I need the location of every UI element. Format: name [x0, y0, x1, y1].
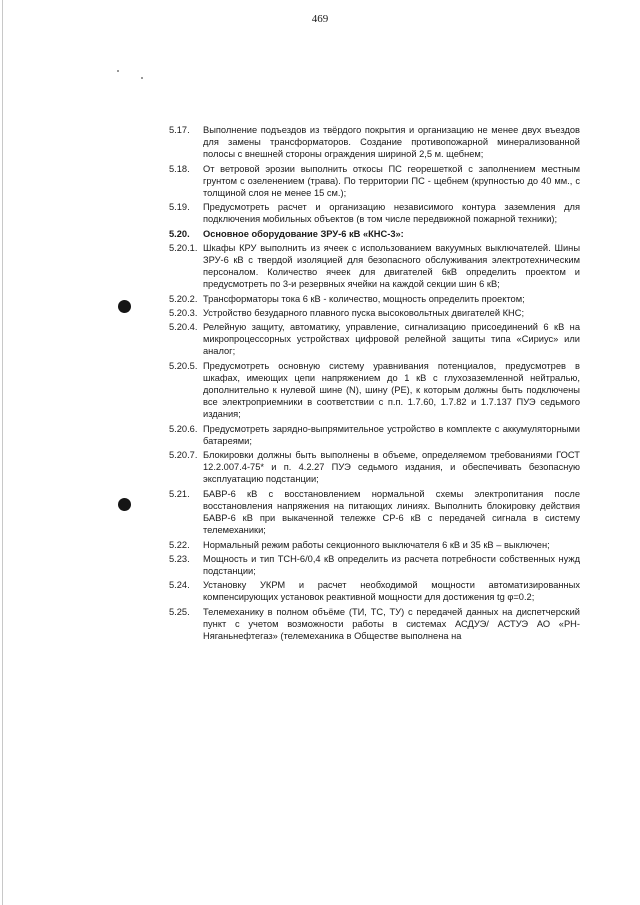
clause-number: 5.21.	[169, 488, 190, 499]
clause-item	[169, 579, 580, 603]
clause-item	[169, 228, 580, 240]
clause-item	[169, 307, 580, 319]
clause-number: 5.19.	[169, 202, 190, 213]
clause-number: 5.20.4.	[169, 322, 198, 333]
clause-item	[169, 321, 580, 358]
clause-text: Блокировки должны быть выполнены в объеме, определяемом требованиями ГОСТ 12.2.007.4-75* и п. 4.2.27 ПУЭ седьмого издания, и обеспечивать безопасную эксплуатацию подстанции;	[203, 450, 580, 485]
clause-item	[169, 606, 580, 643]
clause-number: 5.20.2.	[169, 293, 198, 304]
clause-number: 5.22.	[169, 539, 190, 550]
clause-number: 5.17.	[169, 125, 190, 135]
scan-speck	[141, 77, 143, 79]
clause-text: Предусмотреть расчет и организацию независимого контура заземления для подключения мобильных объектов (в том числе передвижной пожарной техники);	[203, 202, 580, 225]
clause-number: 5.24.	[169, 580, 190, 591]
scan-speck	[117, 70, 119, 72]
clause-item	[169, 293, 580, 305]
clause-item	[169, 539, 580, 551]
document-body	[169, 124, 580, 644]
clause-item	[169, 360, 580, 421]
clause-item	[169, 124, 580, 161]
clause-item	[169, 423, 580, 447]
clause-text: Телемеханику в полном объёме (ТИ, ТС, ТУ) с передачей данных на диспетчерский пункт с учетом возможности работы в системах АСДУЭ/ АСТУЭ АО «РН-Няганьнефтегаз» (телемеханика в Обществе выполнена на	[203, 606, 580, 641]
clause-text: БАВР-6 кВ с восстановлением нормальной схемы электропитания после восстановления напряжения на питающих линиях. Выполнить блокировку действия БАВР-6 кВ при выкаченной тележке СР-6 кВ с передачей сигнала в систему телемеханики;	[203, 488, 580, 536]
clause-text: Мощность и тип ТСН-6/0,4 кВ определить из расчета потребности собственных нужд подстанции;	[203, 553, 580, 576]
page-number: 469	[311, 13, 329, 25]
clause-text: Трансформаторы тока 6 кВ - количество, мощность определить проектом;	[203, 293, 525, 304]
clause-text: Предусмотреть зарядно-выпрямительное устройство в комплекте с аккумуляторными батареями;	[203, 423, 580, 446]
clause-text: Установку УКРМ и расчет необходимой мощности автоматизированных компенсирующих установок реактивной мощности для достижения tg φ=0.2;	[203, 580, 580, 603]
clause-number: 5.20.5.	[169, 360, 198, 371]
clause-number: 5.25.	[169, 606, 190, 617]
clause-text: Выполнение подъездов из твёрдого покрытия и организацию не менее двух въездов для замены трансформаторов. Создание противопожарной минерализованной полосы с внешней стороны ограждения шириной 2,5 м. щебнем;	[203, 125, 580, 160]
clause-item	[169, 449, 580, 486]
clause-text: Нормальный режим работы секционного выключателя 6 кВ и 35 кВ – выключен;	[203, 539, 550, 550]
punch-hole	[118, 498, 131, 511]
clause-number: 5.20.3.	[169, 307, 198, 318]
clause-number: 5.18.	[169, 163, 190, 174]
clause-text: Релейную защиту, автоматику, управление, сигнализацию присоединений 6 кВ на микропроцессорных устройствах цифровой релейной защиты типа «Сириус» или аналог;	[203, 322, 580, 357]
clause-number: 5.20.7.	[169, 450, 198, 461]
clause-number: 5.20.1.	[169, 242, 198, 253]
clause-item	[169, 488, 580, 537]
clause-text: Основное оборудование ЗРУ-6 кВ «КНС-3»:	[203, 228, 404, 239]
clause-number: 5.20.6.	[169, 423, 198, 434]
clause-number: 5.20.	[169, 228, 190, 239]
clause-item	[169, 242, 580, 291]
clause-text: От ветровой эрозии выполнить откосы ПС георешеткой с заполнением местным грунтом с озеленением (трава). По территории ПС - щебнем (крупностью до 40 мм., с толщиной слоя не менее 15 см.);	[203, 163, 580, 199]
clause-item	[169, 553, 580, 577]
punch-hole	[118, 300, 131, 313]
page-binding-edge	[2, 0, 3, 905]
clause-item	[169, 201, 580, 225]
clause-text: Устройство безударного плавного пуска высоковольтных двигателей КНС;	[203, 307, 525, 318]
clause-item	[169, 163, 580, 200]
clause-number: 5.23.	[169, 553, 190, 564]
clause-text: Шкафы КРУ выполнить из ячеек с использованием вакуумных выключателей. Шины ЗРУ-6 кВ с твердой изоляцией для безопасного обслуживания электротехническим персоналом. Количество ячеек для двигателей 6кВ определить проектом и предусмотреть по 3-и резервных ячейки на каждой секции шин 6 кВ;	[203, 242, 580, 290]
clause-text: Предусмотреть основную систему уравнивания потенциалов, предусмотрев в шкафах, имеющих цепи напряжением до 1 кВ с глухозаземленной нейтралью, дополнительно к нулевой шине (N), шину (РЕ), к которым должны быть подключены все электроприемники в соответствии с п.п. 1.7.60, 1.7.82 и 1.7.137 ПУЭ седьмого издания;	[203, 360, 580, 420]
